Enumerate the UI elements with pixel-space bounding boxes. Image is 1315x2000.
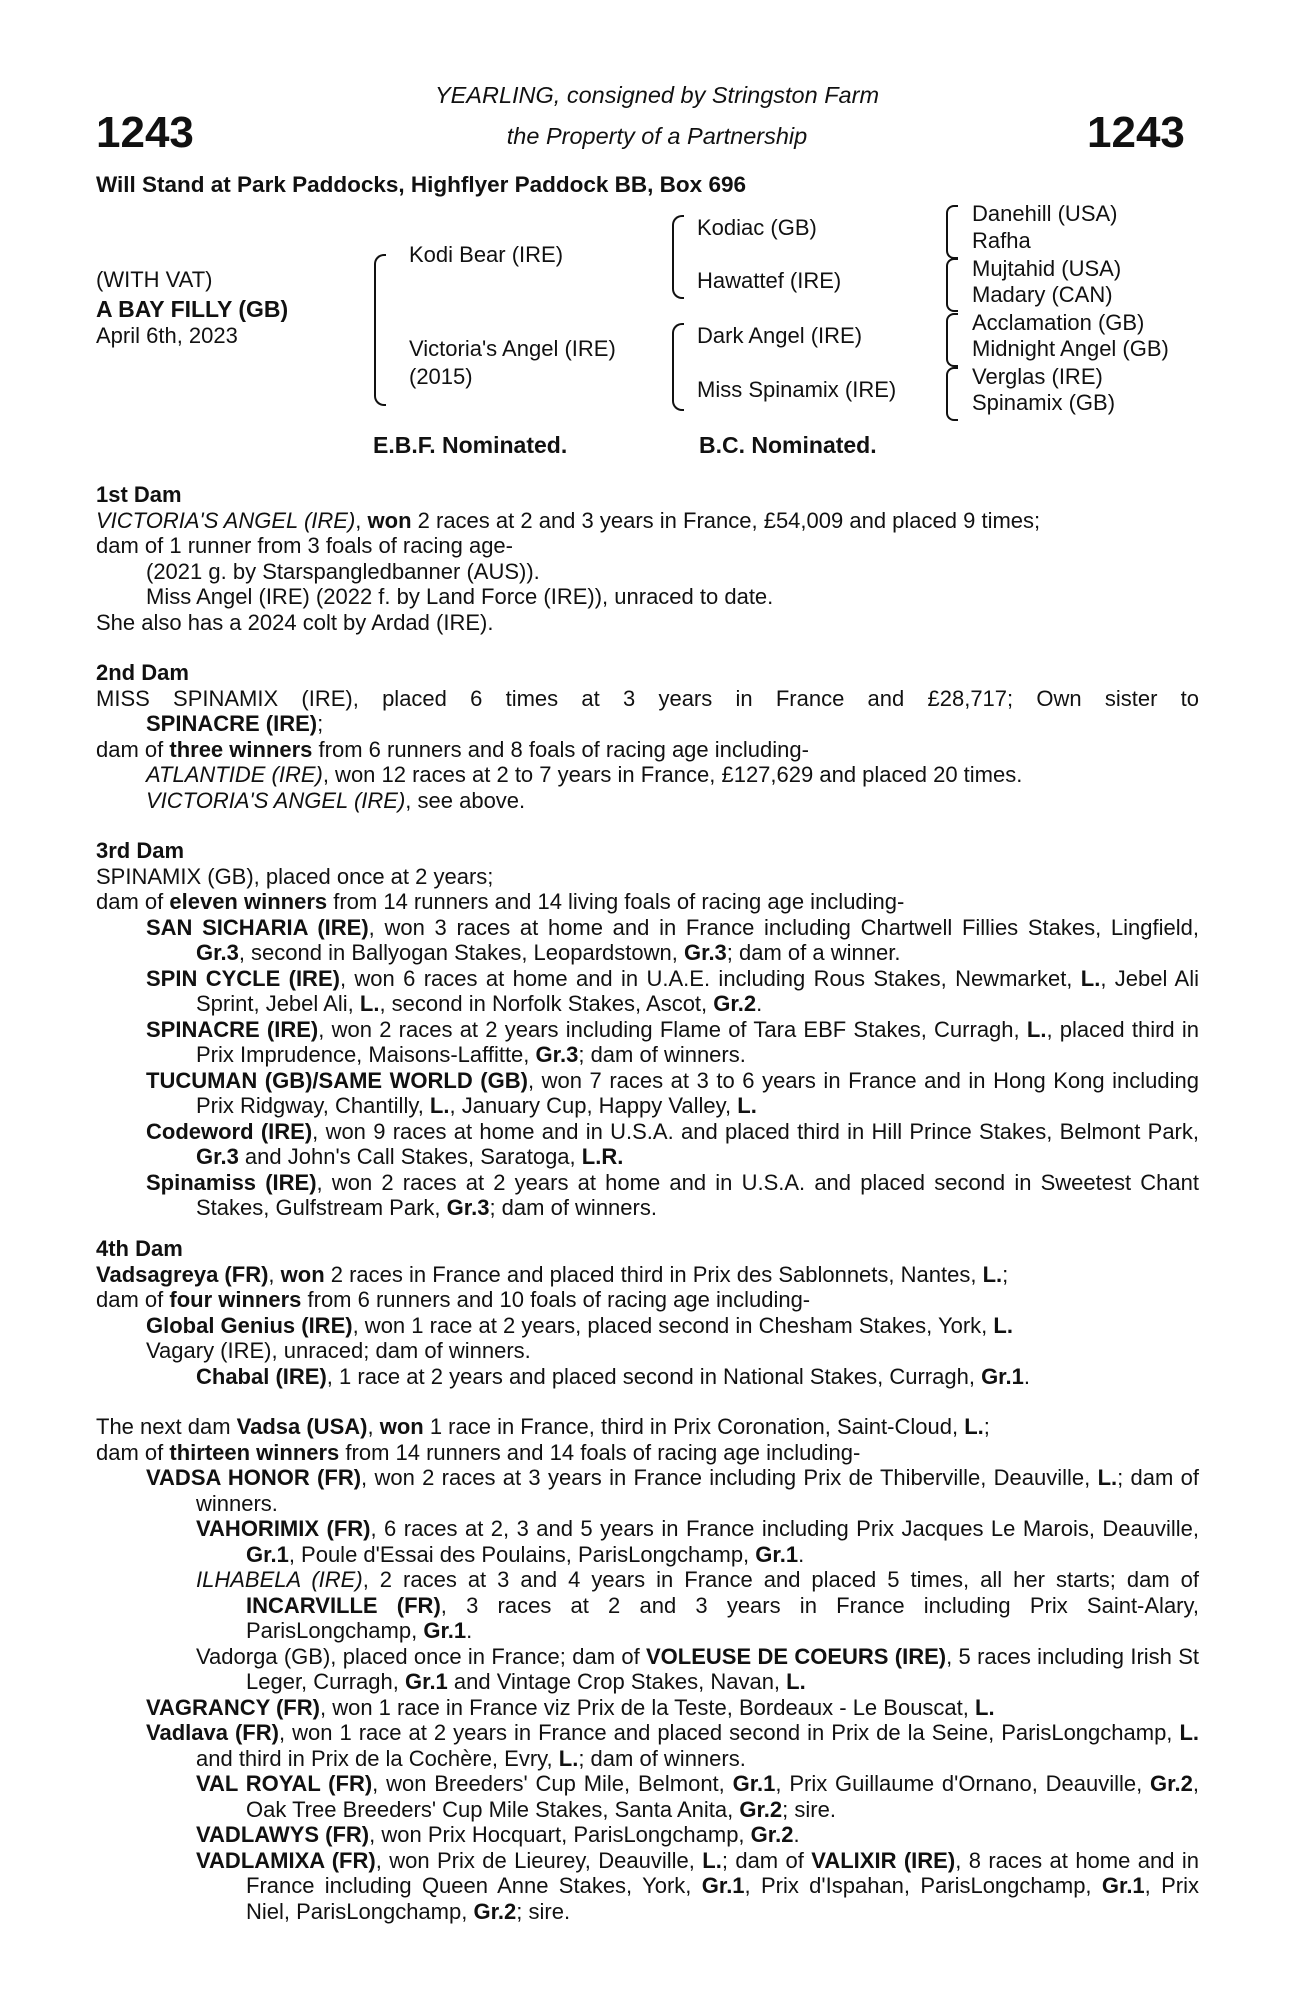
sire-sire: Kodiac (GB) bbox=[697, 215, 817, 240]
pedigree-brace-5 bbox=[946, 258, 958, 312]
pedigree-brace-2 bbox=[672, 215, 684, 299]
dam-dam: Miss Spinamix (IRE) bbox=[697, 377, 897, 402]
foaling-date: April 6th, 2023 bbox=[96, 323, 238, 348]
grandparent-6: Midnight Angel (GB) bbox=[972, 336, 1169, 361]
horse-name: A BAY FILLY (GB) bbox=[96, 296, 289, 322]
dam: Victoria's Angel (IRE) bbox=[409, 336, 616, 361]
fourth-dam-heading: 4th Dam bbox=[96, 1236, 183, 1261]
ebf-nominated: E.B.F. Nominated. bbox=[373, 432, 568, 458]
grandparent-8: Spinamix (GB) bbox=[972, 390, 1116, 415]
next-dam-section: The next dam Vadsa (USA), won 1 race in France, third in Prix Coronation, Saint-Cloud, L.; dam of thirteen winners from 14 runners and 14 foals of racing age including- VADSA HONOR (FR), won 2 races at 3 years in France including Prix de Thiberville, Deauville, L.; dam of winners. VAHORIMIX (FR), 6 races at 2, 3 and 5 years in France including Prix Jacques Le Marois, Deauville, Gr.1, Poule d'Essai des Poulains, ParisLongchamp, Gr.1. ILHABELA (IRE), 2 races at 3 and 4 years in France and placed 5 times, all her starts; dam of INCARVILLE (FR), 3 races at 2 and 3 years in France including Prix Saint-Alary, ParisLongchamp, Gr.1. Vadorga (GB), placed once in France; dam of VOLEUSE DE COEURS (IRE), 5 races including Irish St Leger, Curragh, Gr.1 and Vintage Crop Stakes, Navan, L. VAGRANCY (FR), won 1 race in France viz Prix de la Teste, Bordeaux - Le Bouscat, L. Vadlava (FR), won 1 race at 2 years in France and placed second in Prix de la Seine, ParisLongchamp, L. and third in Prix de la Cochère, Evry, L.; dam of winners. VAL ROYAL (FR), won Breeders' Cup Mile, Belmont, Gr.1, Prix Guillaume d'Ornano, Deauville, Gr.2, Oak Tree Breeders' Cup Mile Stakes, Santa Anita, Gr.2; sire. VADLAWYS (FR), won Prix Hocquart, ParisLongchamp, Gr.2. VADLAMIXA (FR), won Prix de Lieurey, Deauville, L.; dam of VALIXIR (IRE), 8 races at home and in France including Queen Anne Stakes, York, Gr.1, Prix d'Ispahan, ParisLongchamp, Gr.1, Prix Niel, ParisLongchamp, Gr.2; sire. bbox=[96, 1414, 1200, 1924]
dam-sire: Dark Angel (IRE) bbox=[697, 323, 863, 348]
grandparent-1: Danehill (USA) bbox=[972, 201, 1118, 226]
fourth-dam-section: 4th Dam Vadsagreya (FR), won 2 races in France and placed third in Prix des Sablonnets, Nantes, L.; dam of four winners from 6 runners and 10 foals of racing age including- Global Genius (IRE), won 1 race at 2 years, placed second in Chesham Stakes, York, L. Vagary (IRE), unraced; dam of winners. Chabal (IRE), 1 race at 2 years and placed second in National Stakes, Curragh, Gr.1. bbox=[96, 1236, 1199, 1389]
produce-entry: TUCUMAN (GB)/SAME WORLD (GB), won 7 races at 3 to 6 years in France and in Hong Kong including Prix Ridgway, Chantilly, L., January Cup, Happy Valley, L. bbox=[146, 1067, 1200, 1118]
produce-entry: Spinamiss (IRE), won 2 races at 2 years at home and in U.S.A. and placed second in Sweetest Chant Stakes, Gulfstream Park, Gr.3; dam of winners. bbox=[146, 1169, 1199, 1220]
dam-year: (2015) bbox=[409, 364, 473, 389]
first-dam-name: VICTORIA'S ANGEL (IRE) bbox=[96, 507, 356, 533]
pedigree-brace-3 bbox=[672, 323, 684, 411]
pedigree-brace-4 bbox=[946, 205, 958, 259]
grandparent-7: Verglas (IRE) bbox=[972, 364, 1103, 389]
grandparent-5: Acclamation (GB) bbox=[972, 310, 1145, 335]
first-dam-section: 1st Dam VICTORIA'S ANGEL (IRE), won 2 races at 2 and 3 years in France, £54,009 and placed 9 times; dam of 1 runner from 3 foals of racing age- (2021 g. by Starspangledbanner (AUS)). Miss Angel (IRE) (2022 f. by Land Force (IRE)), unraced to date. She also has a 2024 colt by Ardad (IRE). bbox=[96, 482, 1199, 635]
produce-entry: SPIN CYCLE (IRE), won 6 races at home and in U.A.E. including Rous Stakes, Newmarket, L., Jebel Ali Sprint, Jebel Ali, L., second in Norfolk Stakes, Ascot, Gr.2. bbox=[146, 965, 1199, 1016]
third-dam-section: 3rd Dam SPINAMIX (GB), placed once at 2 years; dam of eleven winners from 14 runners and 14 living foals of racing age including- SAN SICHARIA (IRE), won 3 races at home and in France including Chartwell Fillies Stakes, Lingfield, Gr.3, second in Ballyogan Stakes, Leopardstown, Gr.3; dam of a winner. SPIN CYCLE (IRE), won 6 races at home and in U.A.E. including Rous Stakes, Newmarket, L., Jebel Ali Sprint, Jebel Ali, L., second in Norfolk Stakes, Ascot, Gr.2. SPINACRE (IRE), won 2 races at 2 years including Flame of Tara EBF Stakes, Curragh, L., placed third in Prix Imprudence, Maisons-Laffitte, Gr.3; dam of winners. TUCUMAN (GB)/SAME WORLD (GB), won 7 races at 3 to 6 years in France and in Hong Kong including Prix Ridgway, Chantilly, L., January Cup, Happy Valley, L. Codeword (IRE), won 9 races at home and in U.S.A. and placed third in Hill Prince Stakes, Belmont Park, Gr.3 and John's Call Stakes, Saratoga, L.R. Spinamiss (IRE), won 2 races at 2 years at home and in U.S.A. and placed second in Sweetest Chant Stakes, Gulfstream Park, Gr.3; dam of winners. bbox=[96, 838, 1200, 1220]
bc-nominated: B.C. Nominated. bbox=[699, 432, 877, 458]
pedigree-brace-1 bbox=[374, 254, 386, 406]
lot-number-left: 1243 bbox=[96, 108, 194, 157]
stand-location: Will Stand at Park Paddocks, Highflyer Paddock BB, Box 696 bbox=[96, 172, 746, 197]
property-line: the Property of a Partnership bbox=[506, 123, 808, 149]
produce-entry: Codeword (IRE), won 9 races at home and in U.S.A. and placed third in Hill Prince Stakes, Belmont Park, Gr.3 and John's Call Stakes, Saratoga, L.R. bbox=[146, 1118, 1200, 1169]
third-dam-heading: 3rd Dam bbox=[96, 838, 185, 863]
produce-entry: SAN SICHARIA (IRE), won 3 races at home and in France including Chartwell Fillies Stakes, Lingfield, Gr.3, second in Ballyogan Stakes, Leopardstown, Gr.3; dam of a winner. bbox=[146, 914, 1199, 965]
second-dam-section: 2nd Dam MISS SPINAMIX (IRE), placed 6 times at 3 years in France and £28,717; Own sister to SPINACRE (IRE); dam of three winners from 6 runners and 8 foals of racing age including- ATLANTIDE (IRE), won 12 races at 2 to 7 years in France, £127,629 and placed 20 times. VICTORIA'S ANGEL (IRE), see above. bbox=[96, 660, 1199, 813]
second-dam-heading: 2nd Dam bbox=[96, 660, 189, 685]
first-dam-heading: 1st Dam bbox=[96, 482, 182, 507]
grandparent-4: Madary (CAN) bbox=[972, 282, 1113, 307]
produce-entry: SPINACRE (IRE), won 2 races at 2 years including Flame of Tara EBF Stakes, Curragh, L., placed third in Prix Imprudence, Maisons-Laffitte, Gr.3; dam of winners. bbox=[146, 1016, 1200, 1067]
grandparent-2: Rafha bbox=[972, 228, 1031, 253]
consignor-line: YEARLING, consigned by Stringston Farm bbox=[434, 82, 880, 108]
vat-note: (WITH VAT) bbox=[96, 267, 213, 292]
sire-dam: Hawattef (IRE) bbox=[697, 268, 842, 293]
pedigree-brace-6 bbox=[946, 313, 958, 367]
grandparent-3: Mujtahid (USA) bbox=[972, 256, 1122, 281]
lot-number-right: 1243 bbox=[1087, 108, 1185, 157]
pedigree-brace-7 bbox=[946, 367, 958, 421]
sire: Kodi Bear (IRE) bbox=[409, 242, 564, 267]
